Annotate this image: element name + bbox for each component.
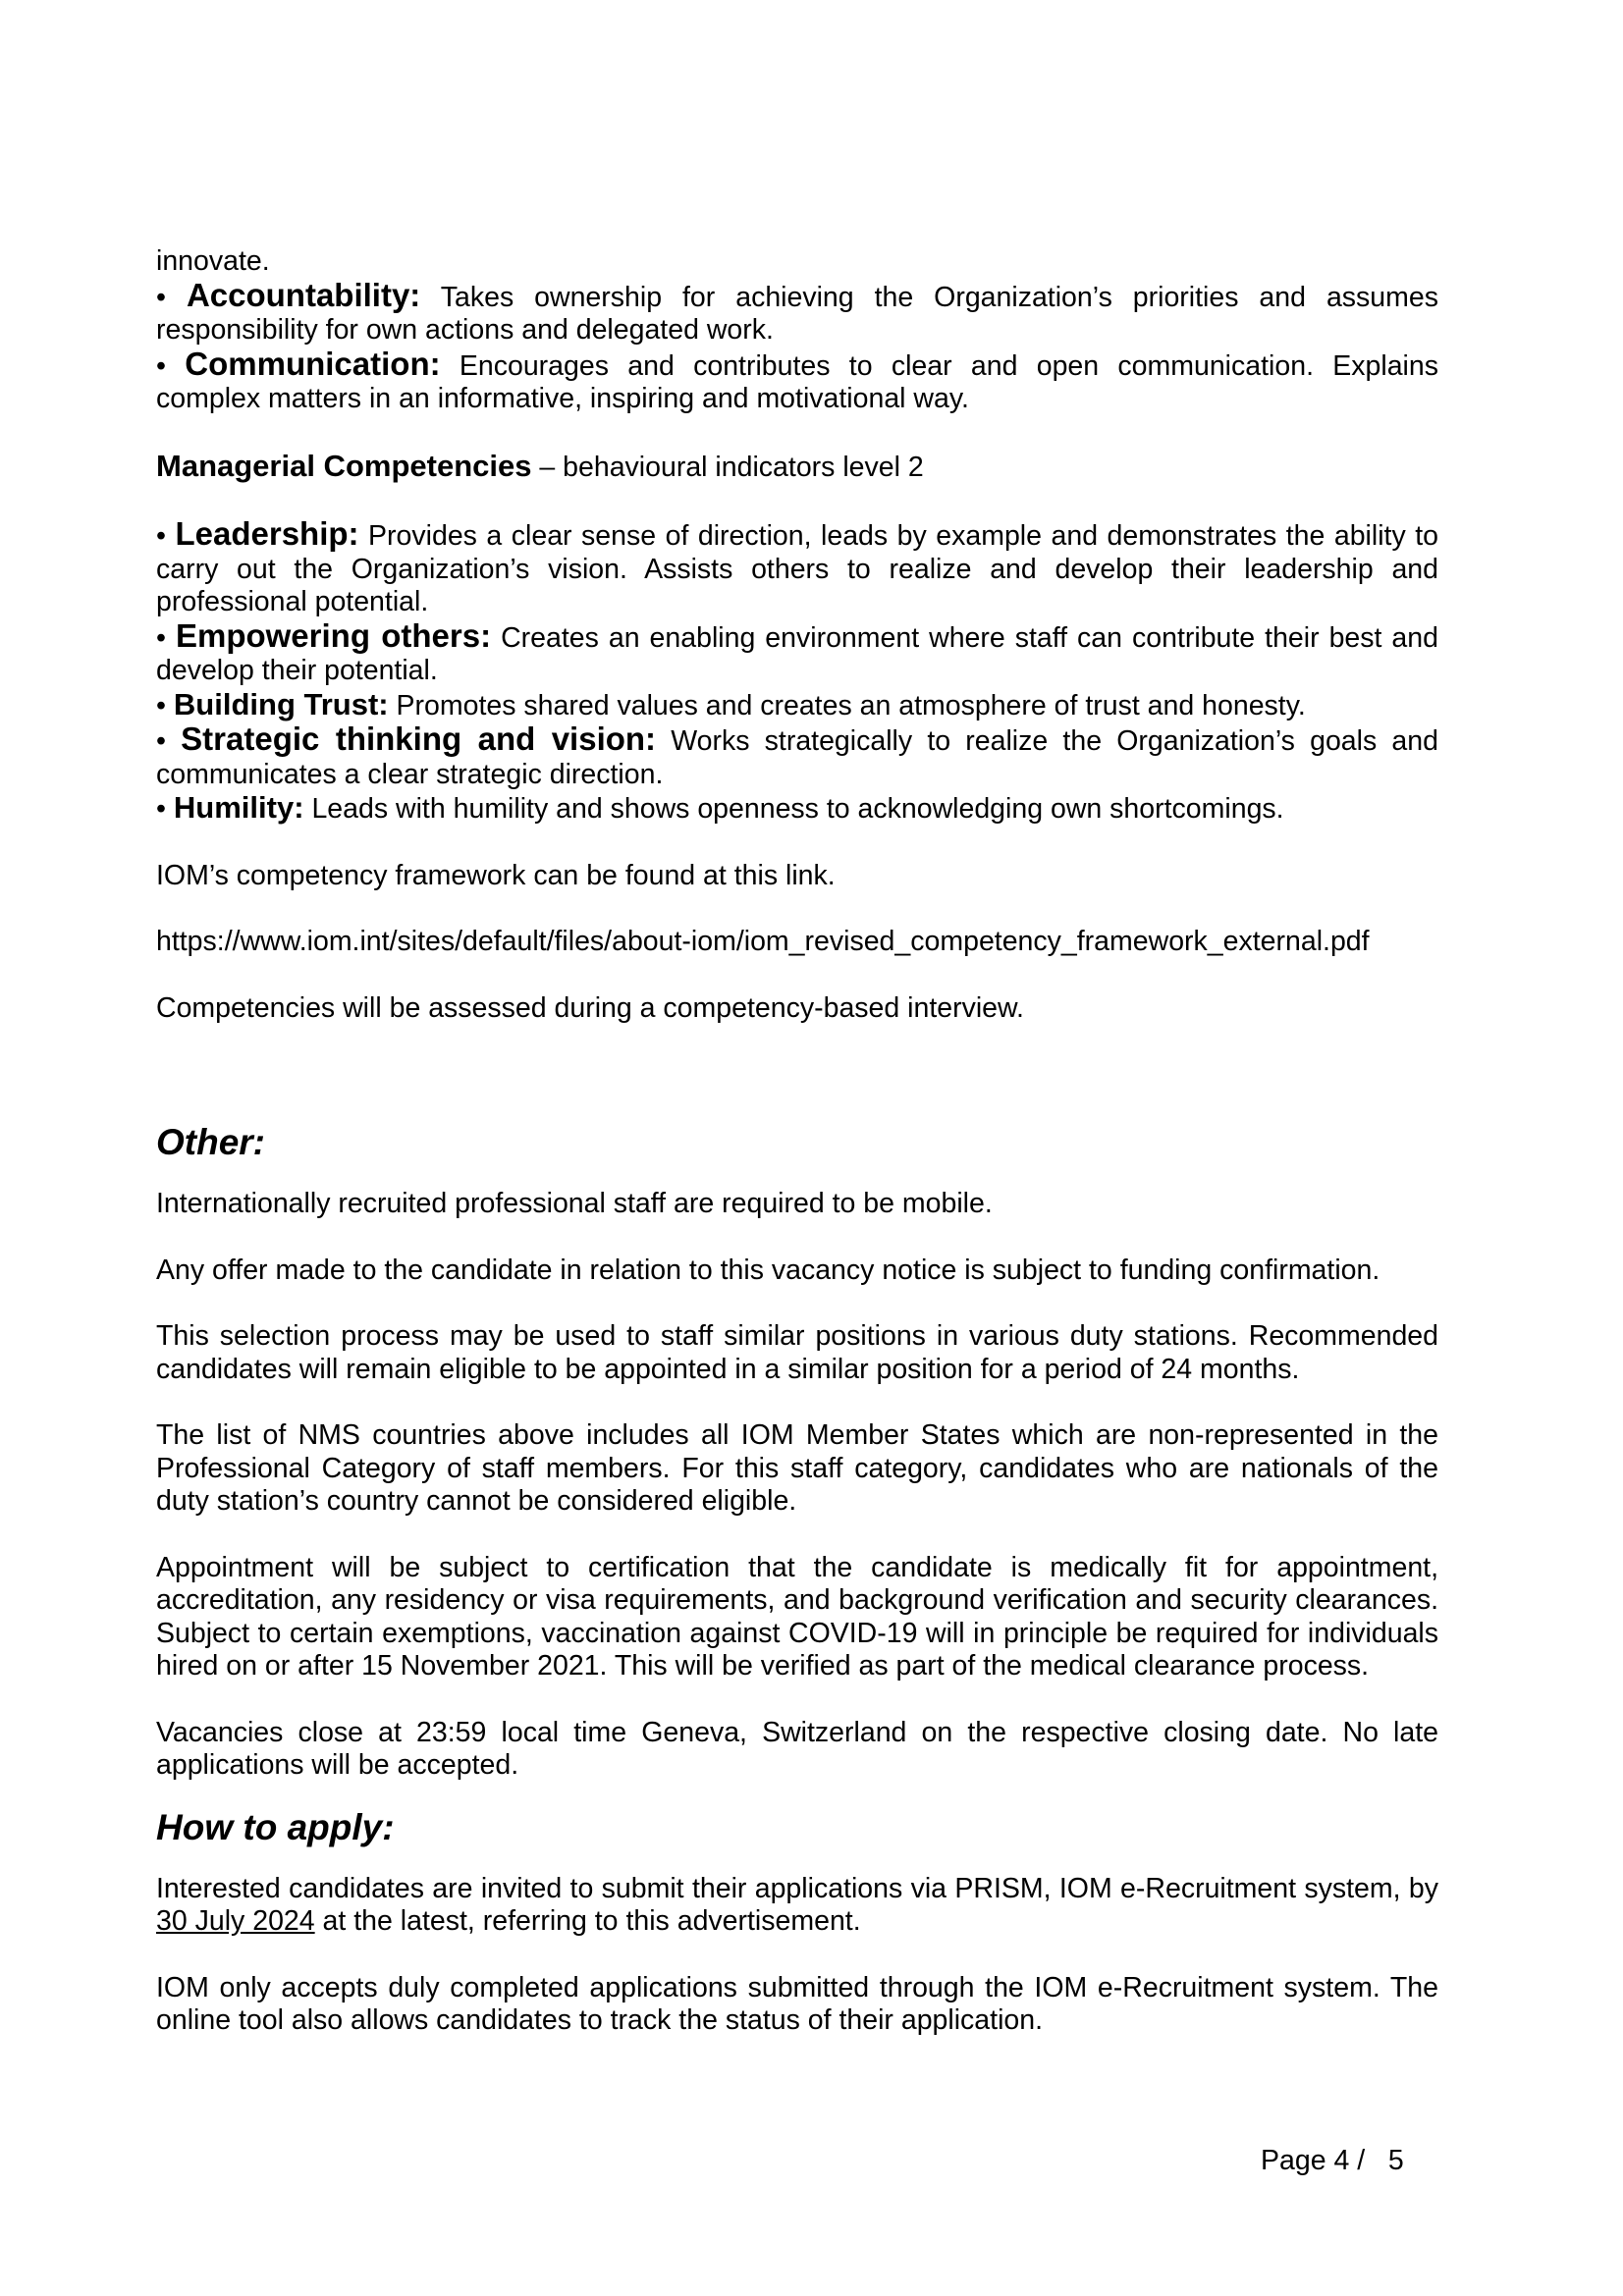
apply-paragraph (156, 1873, 1438, 1939)
core-item-title: Communication: (185, 345, 441, 382)
managerial-item-title: Strategic thinking and vision: (181, 721, 657, 757)
other-paragraph: Internationally recruited professional staff are required to be mobile. (156, 1188, 993, 1219)
other-paragraph: This selection process may be used to staff similar positions in various duty stations. Recommended candidates will remain eligible to be appointed in a similar position for a period of 24 months. (156, 1320, 1438, 1385)
managerial-item-text: Creates an enabling environment where staff can contribute their best and develop their potential. (156, 621, 1438, 686)
other-paragraph: The list of NMS countries above includes all IOM Member States which are non-represented in the Professional Category of staff members. For this staff category, candidates who are nationals of the duty station’s country cannot be considered eligible. (156, 1419, 1438, 1517)
managerial-item-humility: • Humility: Leads with humility and shows openness to acknowledging own shortcomings. (156, 790, 1284, 825)
managerial-heading-title: Managerial Competencies (156, 448, 532, 483)
apply-heading: How to apply: (156, 1806, 395, 1847)
managerial-item-title: Leadership: (175, 515, 359, 552)
managerial-heading (156, 450, 1438, 485)
core-item-accountability: • Accountability: Takes ownership for achieving the Organization’s priorities and assumes responsibility for own actions and delegated work. (156, 276, 1438, 346)
core-item-communication: • Communication: Encourages and contributes to clear and open communication. Explains complex matters in an informative, inspiring and motivational way. (156, 345, 1438, 414)
managerial-item-title: Empowering others: (175, 616, 492, 654)
framework-link[interactable]: https://www.iom.int/sites/default/files/about-iom/iom_revised_competency_framework_external.pdf (156, 926, 1370, 957)
managerial-heading-sub: – behavioural indicators level 2 (531, 451, 924, 483)
document-page (156, 245, 1438, 2038)
core-item-text: Takes ownership for achieving the Organization’s priorities and assumes responsibility for own actions and delegated work. (156, 281, 1438, 346)
apply-text: at the latest, referring to this advertisement. (314, 1905, 861, 1937)
managerial-item-title: Humility: (173, 790, 304, 825)
other-paragraph: Vacancies close at 23:59 local time Geneva, Switzerland on the respective closing date. No late applications will be accepted. (156, 1716, 1438, 1781)
other-paragraph: Appointment will be subject to certification that the candidate is medically fit for appointment, accreditation, any residency or visa requirements, and background verification and security clearances. Subject to certain exemptions, vaccination against COVID-19 will in principle be required for individuals hired on or after 15 November 2021. This will be verified as part of the medical clearance process. (156, 1551, 1438, 1682)
apply-paragraph: IOM only accepts duly completed applications submitted through the IOM e-Recruitment system. The online tool also allows candidates to track the status of their application. (156, 1971, 1438, 2036)
managerial-item-leadership: • Leadership: Provides a clear sense of direction, leads by example and demonstrates the ability to carry out the Organization’s vision. Assists others to realize and develop their leadership and professional potential. (156, 515, 1438, 617)
core-item-title: Accountability: (186, 276, 421, 313)
managerial-item-text: Works strategically to realize the Organization’s goals and communicates a clear strategic direction. (156, 725, 1438, 790)
other-heading: Other: (156, 1122, 265, 1162)
closing-date: 30 July 2024 (156, 1905, 315, 1937)
managerial-item-text: Leads with humility and shows openness to acknowledging own shortcomings. (303, 793, 1284, 825)
managerial-item-title: Building Trust: (173, 686, 389, 721)
apply-text: Interested candidates are invited to submit their applications via PRISM, IOM e-Recruitment system, by (156, 1872, 1438, 1904)
assessed-text: Competencies will be assessed during a competency-based interview. (156, 991, 1024, 1024)
other-paragraph: Any offer made to the candidate in relation to this vacancy notice is subject to funding confirmation. (156, 1254, 1380, 1286)
managerial-item-text: Provides a clear sense of direction, leads by example and demonstrates the ability to carry out the Organization’s vision. Assists others to realize and develop their leadership and professional potential. (156, 520, 1438, 617)
managerial-item-strategic: • Strategic thinking and vision: Works strategically to realize the Organization’s goals and communicates a clear strategic direction. (156, 721, 1438, 790)
managerial-item-trust: • Building Trust: Promotes shared values and creates an atmosphere of trust and honesty. (156, 686, 1306, 721)
intro-tail: innovate. (156, 245, 270, 277)
managerial-item-empowering: • Empowering others: Creates an enabling environment where staff can contribute their best and develop their potential. (156, 616, 1438, 686)
framework-text: IOM’s competency framework can be found at this link. (156, 859, 836, 891)
core-item-text: Encourages and contributes to clear and open communication. Explains complex matters in an informative, inspiring and motivational way. (156, 349, 1438, 414)
page-number: Page 4 / 5 (1261, 2145, 1404, 2176)
managerial-item-text: Promotes shared values and creates an atmosphere of trust and honesty. (388, 689, 1306, 721)
